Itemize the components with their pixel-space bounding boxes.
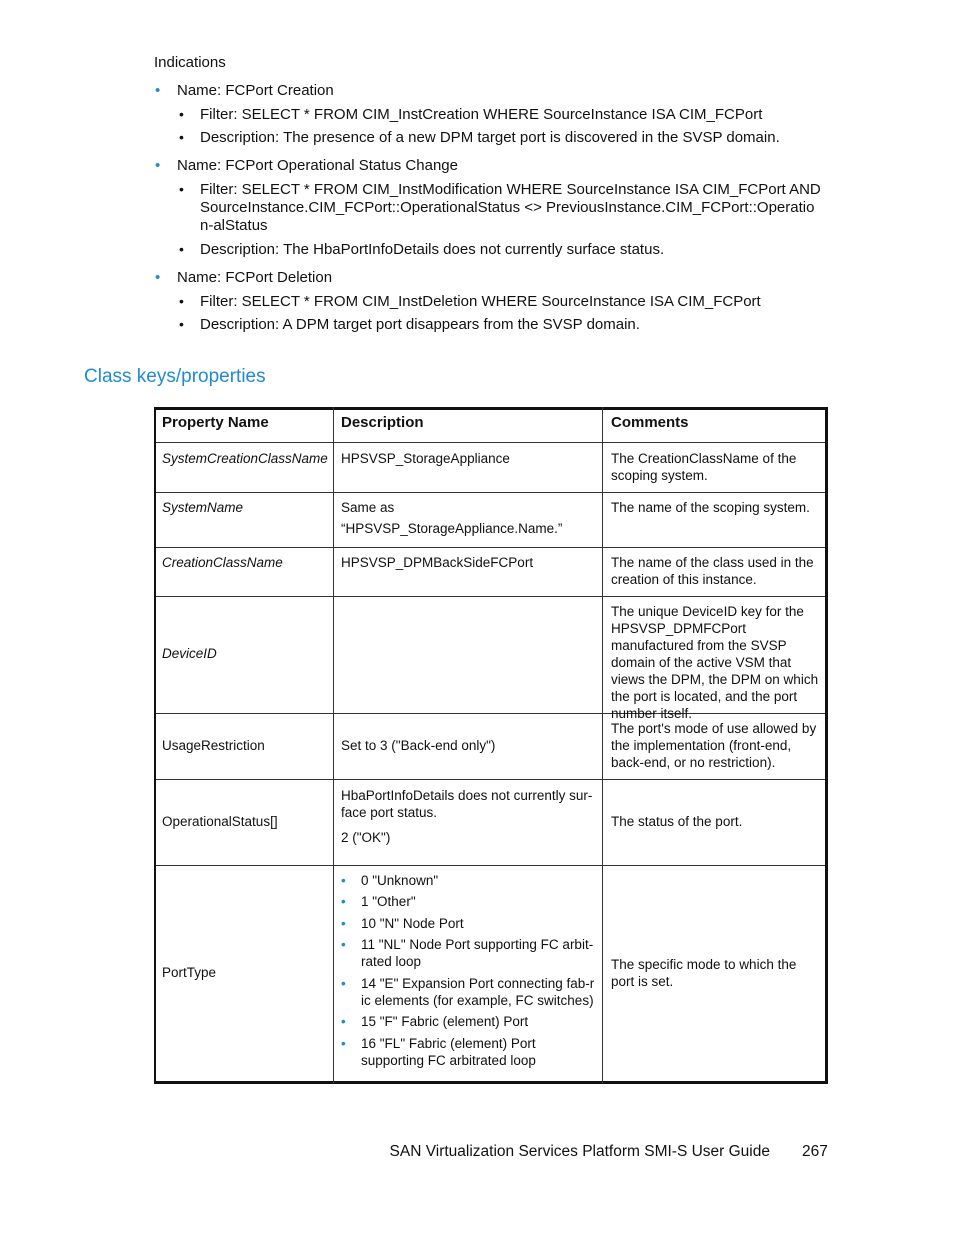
bullet-icon: • [341,916,346,931]
indication-filter: Filter: SELECT * FROM CIM_InstCreation WHERE SourceInstance ISA CIM_FCPort [200,106,763,123]
description-cell: Set to 3 ("Back-end only") [341,738,496,753]
bullet-icon: • [179,241,184,257]
bullet-icon: • [341,937,346,952]
property-name-cell: CreationClassName [162,555,283,570]
column-header-comments: Comments [611,414,689,431]
property-name-cell: DeviceID [162,646,217,661]
property-name-cell: UsageRestriction [162,738,265,753]
column-header-description: Description [341,414,424,431]
bullet-icon: • [341,873,346,888]
description-cell: HPSVSP_StorageAppliance [341,451,510,466]
description-cell: HPSVSP_DPMBackSideFCPort [341,555,534,570]
property-name-cell: PortType [162,965,217,980]
comment-cell: The unique DeviceID key for the HPSVSP_DPMFCPort manufactured from the SVSP domain of the active VSM that views the DPM, the DPM on which the port is located, and the port number itself. [611,604,819,721]
bullet-icon: • [179,129,184,145]
list-item: • 15 "F" Fabric (element) Port [341,1014,529,1029]
bullet-icon: • [155,269,161,286]
bullet-icon: • [179,106,184,122]
indication-name: Name: FCPort Deletion [177,269,333,286]
bullet-icon: • [179,181,184,197]
list-item: • 10 "N" Node Port [341,916,464,931]
property-name-cell: SystemCreationClassName [162,451,328,466]
footer-title: SAN Virtualization Services Platform SMI-S User Guide [389,1143,770,1160]
properties-table [154,407,828,1084]
column-header-property-name: Property Name [162,414,269,431]
indications-heading: Indications [154,54,226,71]
description-cell: Same as [341,500,395,515]
list-item: • 14 "E" Expansion Port connecting fab-ric elements (for example, FC switches) [341,976,595,1008]
bullet-icon: • [341,976,346,991]
list-item: • 11 "NL" Node Port supporting FC arbit-rated loop [341,937,594,969]
indication-description: Description: A DPM target port disappears from the SVSP domain. [200,316,640,333]
comment-cell: The port's mode of use allowed by the implementation (front-end, back-end, or no restriction). [611,721,817,770]
port-type-list [341,872,599,1077]
comment-cell: The specific mode to which the port is set. [611,957,797,989]
indication-name: Name: FCPort Operational Status Change [177,157,458,174]
bullet-icon: • [155,157,161,174]
bullet-icon: • [341,1014,346,1029]
bullet-icon: • [179,293,184,309]
list-item: • 16 "FL" Fabric (element) Port supporting FC arbitrated loop [341,1036,536,1068]
comment-cell: The CreationClassName of the scoping system. [611,451,797,483]
property-name-cell: SystemName [162,500,244,515]
indication-description: Description: The presence of a new DPM target port is discovered in the SVSP domain. [200,129,780,146]
bullet-icon: • [341,894,346,909]
list-item: • 0 "Unknown" [341,873,439,888]
comment-cell: The name of the class used in the creation of this instance. [611,555,814,587]
comment-cell: The name of the scoping system. [611,500,810,515]
indication-name: Name: FCPort Creation [177,82,334,99]
comment-cell: The status of the port. [611,814,743,829]
indication-description: Description: The HbaPortInfoDetails does not currently surface status. [200,241,665,258]
bullet-icon: • [155,82,161,99]
page-number: 267 [802,1143,828,1160]
description-cell-line-2: 2 ("OK") [341,830,391,845]
section-heading: Class keys/properties [84,366,266,387]
indication-filter: Filter: SELECT * FROM CIM_InstDeletion WHERE SourceInstance ISA CIM_FCPort [200,293,761,310]
property-name-cell: OperationalStatus[] [162,814,278,829]
description-cell-line-2: “HPSVSP_StorageAppliance.Name.” [341,521,563,536]
bullet-icon: • [341,1036,346,1051]
list-item: • 1 "Other" [341,894,416,909]
indication-filter: Filter: SELECT * FROM CIM_InstModification WHERE SourceInstance ISA CIM_FCPort AND SourceInstance.CIM_FCPort::OperationalStatus <> PreviousInstance.CIM_FCPort::Operation-alStatus [200,181,821,234]
description-cell: HbaPortInfoDetails does not currently sur-face port status. [341,788,593,820]
bullet-icon: • [179,316,184,332]
